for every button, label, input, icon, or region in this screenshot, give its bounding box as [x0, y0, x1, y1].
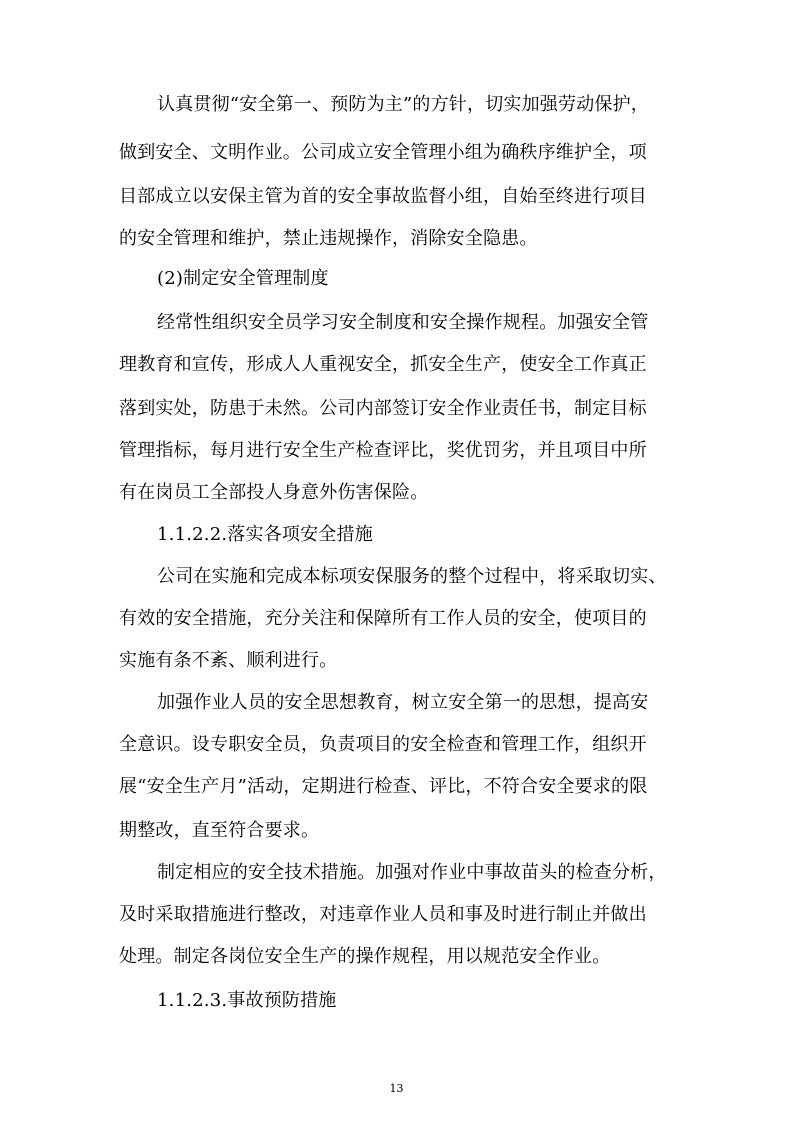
- line-18: 期整改，直至符合要求。: [119, 820, 320, 841]
- line-9: 管理指标，每月进行安全生产检查评比，奖优罚劣，并且项目中所: [119, 440, 647, 461]
- line-4: 的安全管理和维护，禁止违规操作，消除安全隐患。: [119, 228, 538, 249]
- line-19: 制定相应的安全技术措施。加强对作业中事故苗头的检查分析，: [157, 862, 667, 883]
- line-17: 展“安全生产月”活动，定期进行检查、评比，不符合安全要求的限: [119, 776, 648, 797]
- line-13: 有效的安全措施，充分关注和保障所有工作人员的安全，使项目的: [119, 608, 647, 629]
- line-8: 落到实处，防患于未然。公司内部签订安全作业责任书，制定目标: [119, 398, 647, 419]
- line-7: 理教育和宣传，形成人人重视安全，抓安全生产，使安全工作真正: [119, 354, 647, 375]
- line-6: 经常性组织安全员学习安全制度和安全操作规程。加强安全管: [157, 312, 649, 333]
- line-3: 目部成立以安保主管为首的安全事故监督小组，自始至终进行项目: [119, 186, 647, 207]
- line-16: 全意识。设专职安全员，负责项目的安全检查和管理工作，组织开: [119, 734, 647, 755]
- heading-1-1-2-3: 1.1.2.3.事故预防措施: [157, 990, 337, 1011]
- line-15: 加强作业人员的安全思想教育，树立安全第一的思想，提高安: [157, 692, 649, 713]
- heading-safety-management-system: (2)制定安全管理制度: [157, 268, 329, 289]
- line-21: 处理。制定各岗位安全生产的操作规程，用以规范安全作业。: [119, 946, 611, 967]
- line-1: 认真贯彻“安全第一、预防为主”的方针，切实加强劳动保护，: [157, 94, 650, 115]
- line-14: 实施有条不紊、顺利进行。: [119, 650, 338, 671]
- page-number: 13: [389, 1082, 404, 1095]
- heading-1-1-2-2: 1.1.2.2.落实各项安全措施: [157, 524, 373, 545]
- line-20: 及时采取措施进行整改，对违章作业人员和事及时进行制止并做出: [119, 904, 647, 925]
- line-12: 公司在实施和完成本标项安保服务的整个过程中，将采取切实、: [157, 566, 667, 587]
- line-2: 做到安全、文明作业。公司成立安全管理小组为确秩序维护全，项: [119, 142, 647, 163]
- line-10: 有在岗员工全部投人身意外伤害保险。: [119, 482, 429, 503]
